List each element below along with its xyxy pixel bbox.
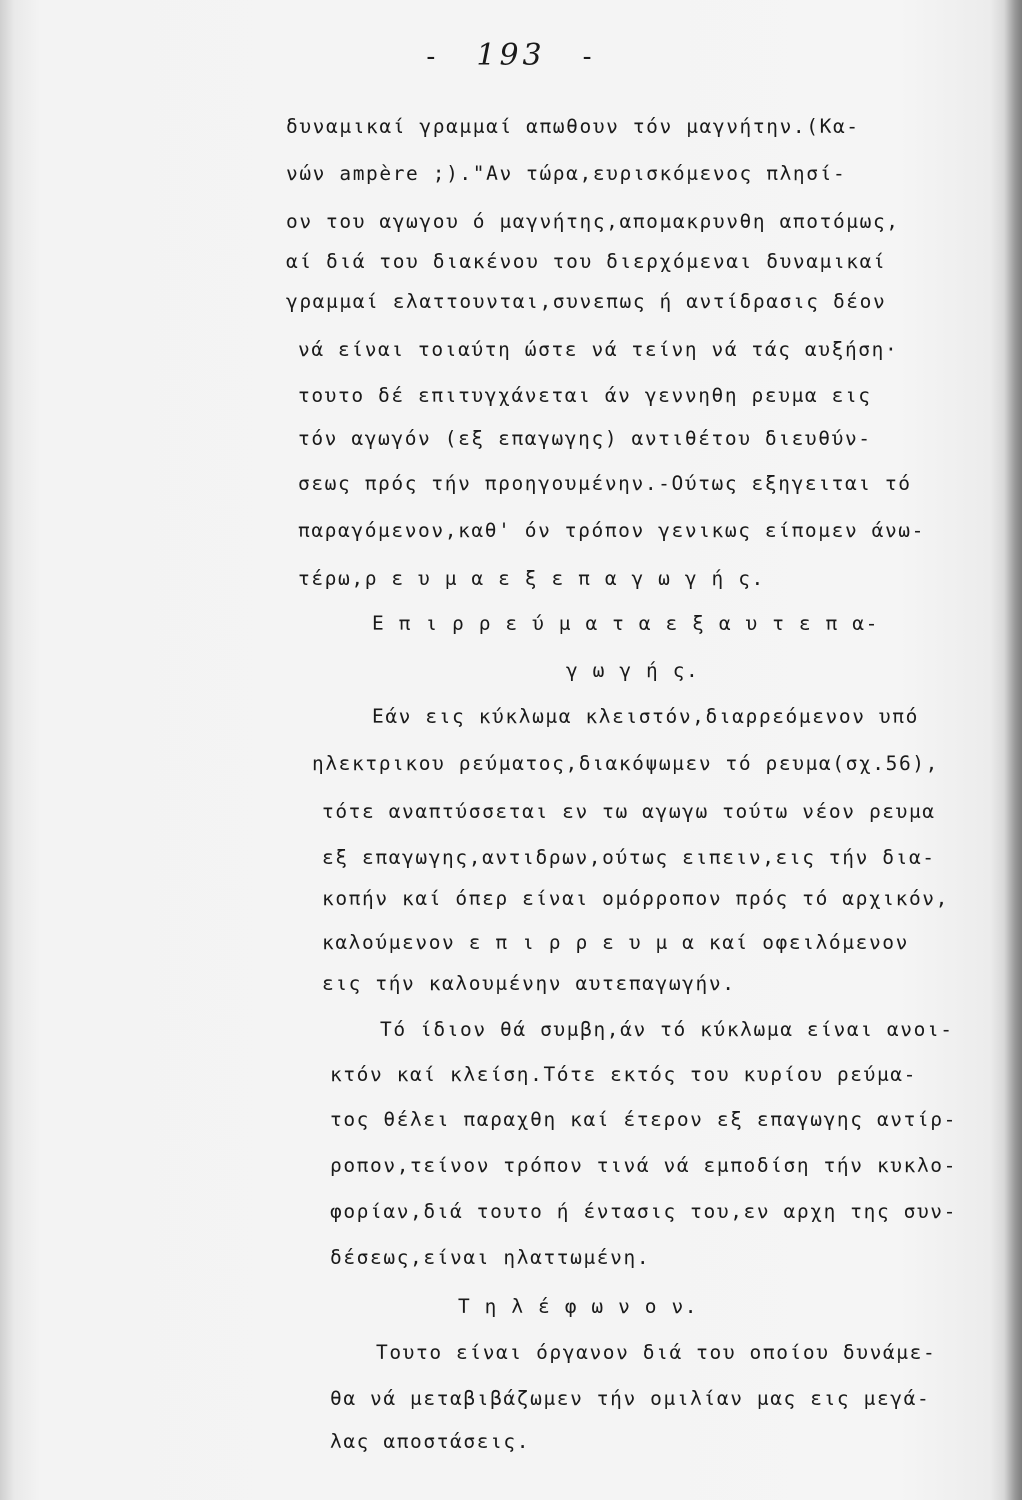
page-number: 193	[476, 38, 546, 73]
page-header	[0, 38, 1022, 73]
text-line: γραμμαί ελαττουνται,συνεπως ή αντίδρασις δέον	[286, 290, 887, 313]
text-line: δυναμικαί γραμμαί απωθουν τόν μαγνήτην.(Κα-	[286, 115, 860, 138]
text-line: Τουτο είναι όργανον διά του οποίου δυνάμε-	[376, 1341, 937, 1364]
text-line: δέσεως,είναι ηλαττωμένη.	[330, 1246, 651, 1269]
text-line: παραγόμενον,καθ' όν τρόπον γενικως είπομεν άνω-	[298, 519, 925, 542]
text-line: θα νά μεταβιβάζωμεν τήν ομιλίαν μας εις μεγά-	[330, 1387, 931, 1410]
text-line: ον του αγωγου ό μαγνήτης,απομακρυνθη αποτόμως,	[286, 210, 900, 233]
text-line: εις τήν καλουμένην αυτεπαγωγήν.	[322, 972, 736, 995]
text-line: νά είναι τοιαύτη ώστε νά τείνη νά τάς αυξήση·	[298, 338, 899, 361]
text-line: τέρω,ρ ε υ μ α ε ξ ε π α γ ω γ ή ς.	[298, 567, 765, 590]
header-suffix: -	[579, 42, 599, 72]
text-line: λας αποστάσεις.	[330, 1430, 531, 1453]
text-line: τόν αγωγόν (εξ επαγωγης) αντιθέτου διευθύν-	[298, 427, 872, 450]
text-line: εξ επαγωγης,αντιδρων,ούτως ειπειν,εις τήν δια-	[322, 846, 936, 869]
text-line: ροπον,τείνον τρόπον τινά νά εμποδίση τήν κυκλο-	[330, 1154, 957, 1177]
text-line: καλούμενον ε π ι ρ ρ ε υ μ α καί οφειλόμενον	[322, 931, 909, 954]
header-prefix: -	[423, 42, 443, 72]
text-line: αί διά του διακένου του διερχόμεναι δυναμικαί	[286, 250, 887, 273]
text-line: νών ampère ;)."Αν τώρα,ευρισκόμενος πλησί-	[286, 162, 847, 185]
text-line: κοπήν καί όπερ είναι ομόρροπον πρός τό αρχικόν,	[322, 887, 949, 910]
section-heading: Ε π ι ρ ρ ε ύ μ α τ α ε ξ α υ τ ε π α-	[372, 612, 879, 635]
text-line: Τό ίδιον θά συμβη,άν τό κύκλωμα είναι ανοι-	[380, 1018, 954, 1041]
text-line: τος θέλει παραχθη καί έτερον εξ επαγωγης αντίρ-	[330, 1108, 957, 1131]
text-line: τουτο δέ επιτυγχάνεται άν γεννηθη ρευμα εις	[298, 384, 872, 407]
text-line: σεως πρός τήν προηγουμένην.-Ούτως εξηγειται τό	[298, 472, 912, 495]
text-line: φορίαν,διά τουτο ή έντασις του,εν αρχη της συν-	[330, 1200, 957, 1223]
text-line: Εάν εις κύκλωμα κλειστόν,διαρρεόμενον υπό	[372, 705, 919, 728]
section-heading: Τ η λ έ φ ω ν ο ν.	[458, 1295, 699, 1318]
text-line: κτόν καί κλείση.Τότε εκτός του κυρίου ρεύμα-	[330, 1063, 917, 1086]
text-line: ηλεκτρικου ρεύματος,διακόψωμεν τό ρευμα(σχ.56),	[312, 752, 939, 775]
section-heading: γ ω γ ή ς.	[566, 659, 700, 682]
text-line: τότε αναπτύσσεται εν τω αγωγω τούτω νέον ρευμα	[322, 800, 936, 823]
